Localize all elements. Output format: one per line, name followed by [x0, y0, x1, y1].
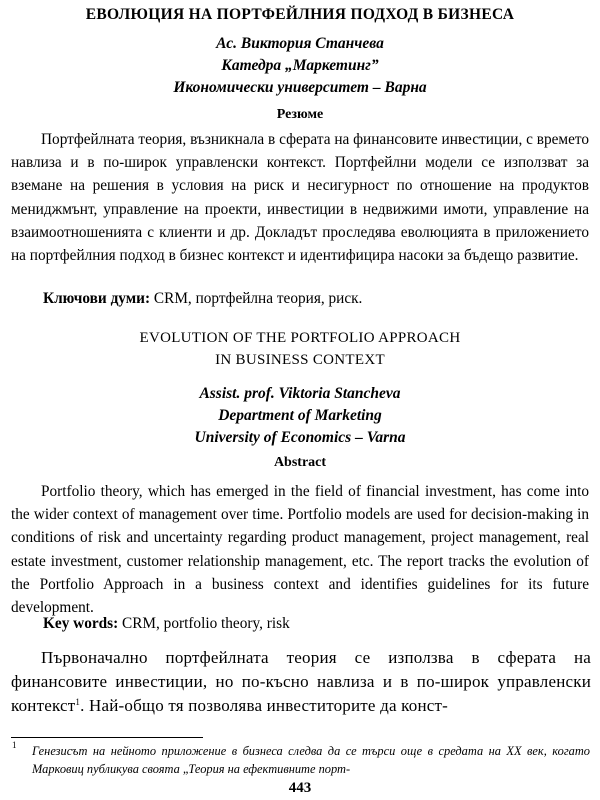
footnote-reference[interactable]: 1	[75, 697, 81, 707]
bg-department: Катедра „Маркетинг”	[221, 57, 379, 74]
bg-keywords-label: Ключови думи:	[43, 290, 151, 307]
en-keywords-label: Key words:	[43, 615, 119, 632]
bg-keywords	[43, 289, 362, 309]
footnote-text	[32, 742, 590, 778]
bg-abstract	[11, 128, 589, 267]
footnote-number: 1	[12, 740, 17, 750]
en-abstract-heading: Abstract	[273, 455, 327, 470]
body-text-part2: . Най-общо тя позволява инвеститорите да конст-	[80, 696, 449, 715]
en-title-line2: IN BUSINESS CONTEXT	[215, 352, 385, 368]
body-paragraph	[11, 646, 591, 718]
page-number: 443	[288, 780, 312, 796]
en-title-line1: EVOLUTION OF THE PORTFOLIO APPROACH	[139, 330, 461, 346]
en-university: University of Economics – Varna	[194, 429, 406, 446]
bg-abstract-text: Портфейлната теория, възникнала в сферата на финансовите инвестиции, с времето навлиза и в по-широк управленски контекст. Портфейлни модели се използват за вземане на решения в условия на риск и несигурност по отношение на продуктов мениджмънт, управление на проекти, инвестиции в недвижими имоти, управление на взаимоотношенията с клиенти и др. Докладът проследява еволюцията в приложението на портфейлния подход в бизнес контекст и идентифицира насоки за бъдещо развитие.	[11, 131, 589, 265]
footnote-separator	[11, 737, 203, 738]
body-text-part1: Първоначално портфейлната теория се използва в сферата на финансовите инвестиции, но по-късно навлиза и в по-широк управленски контекст	[11, 648, 591, 715]
en-keywords	[43, 614, 290, 634]
en-abstract-text: Portfolio theory, which has emerged in the field of financial investment, has come into the wider context of management over time. Portfolio models are used for decision-making in conditions of risk and uncertainty regarding product management, project management, real estate investment, customer relationship management, etc. The report tracks the evolution of the Portfolio Approach in a business context and identifies guidelines for its future development.	[11, 483, 589, 617]
bg-author: Ас. Виктория Станчева	[216, 35, 384, 52]
bg-title: ЕВОЛЮЦИЯ НА ПОРТФЕЙЛНИЯ ПОДХОД В БИЗНЕСА	[85, 6, 515, 23]
en-keywords-text: CRM, portfolio theory, risk	[118, 615, 290, 632]
en-author: Assist. prof. Viktoria Stancheva	[199, 385, 401, 402]
en-department: Department of Marketing	[218, 407, 382, 424]
en-abstract	[11, 480, 589, 619]
bg-university: Икономически университет – Варна	[173, 79, 427, 96]
bg-abstract-heading: Резюме	[276, 107, 324, 122]
footnote-body: Генезисът на нейното приложение в бизнеса следва да се търси още в средата на ХХ век, когато Марковиц публикува своята „Теория на ефективните порт-	[32, 744, 590, 776]
bg-keywords-text: CRM, портфейлна теория, риск.	[150, 290, 363, 307]
